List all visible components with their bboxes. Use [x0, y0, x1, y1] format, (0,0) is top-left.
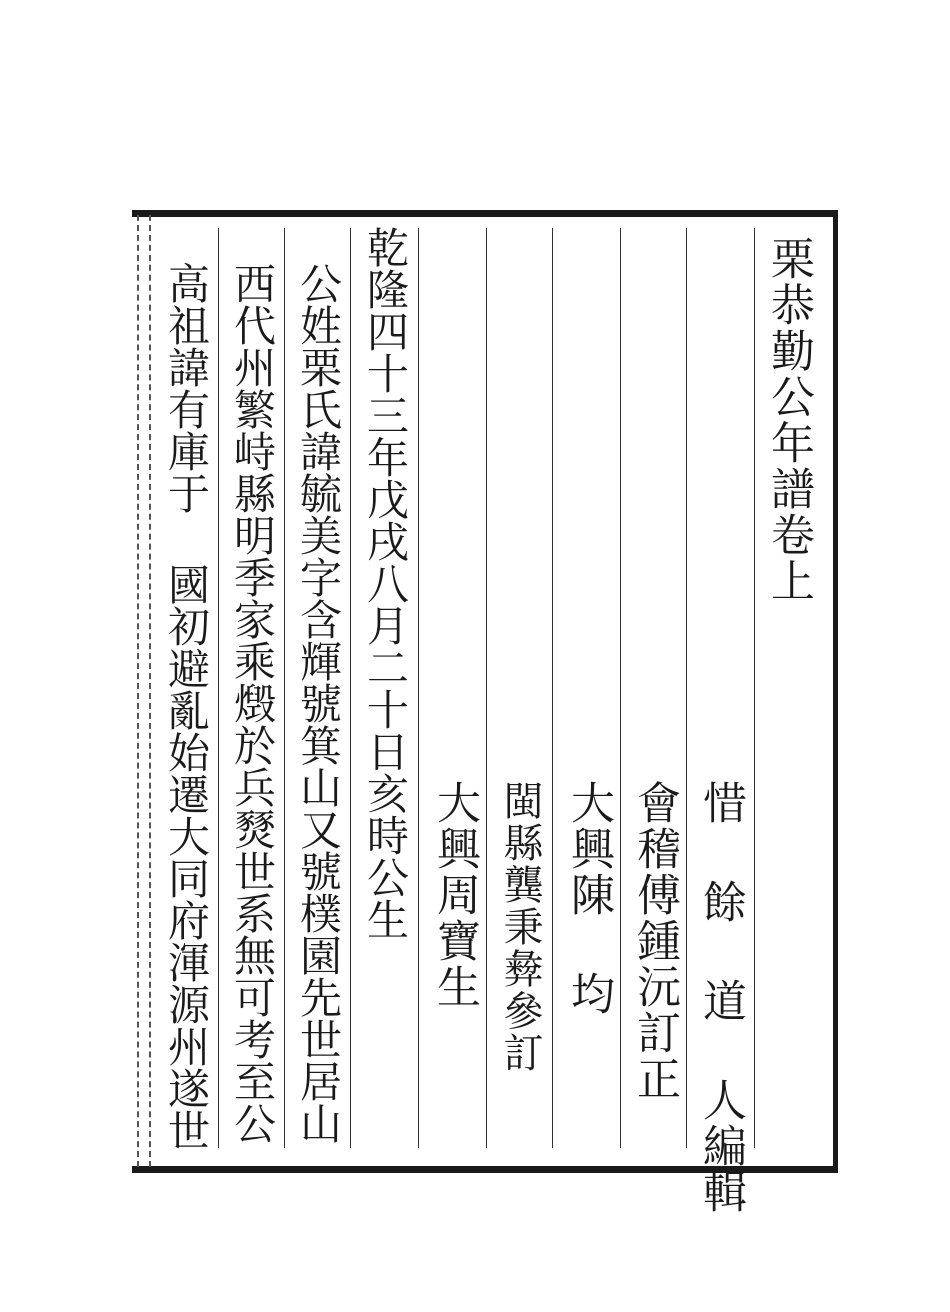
credit-compiler: 惜 餘 道 人編輯	[695, 780, 746, 1215]
column-rule	[620, 228, 621, 1148]
credit-collator-1: 大興陳 均	[563, 780, 614, 1017]
body-column-3: 高祖諱有庫于 國初避亂始遷大同府渾源州遂世	[162, 262, 211, 1151]
credit-collator-2: 閩縣龔秉彜參訂	[497, 780, 543, 1074]
column-rule	[350, 228, 351, 1148]
page-spine-strip	[137, 215, 151, 1167]
credit-corrector: 會稽傅鍾沅訂正	[629, 780, 680, 1102]
column-rule	[686, 228, 687, 1148]
date-line: 乾隆四十三年戊戌八月二十日亥時公生	[361, 226, 410, 940]
column-rule	[552, 228, 553, 1148]
column-rule	[754, 228, 755, 1148]
body-column-2: 西代州繁峙縣明季家乘燬於兵燹世系無可考至公	[228, 262, 277, 1144]
page-title: 栗恭勤公年譜卷上	[763, 236, 814, 604]
column-rule	[418, 228, 419, 1148]
body-column-1: 公姓栗氏諱毓美字含輝號箕山又號樸園先世居山	[294, 262, 343, 1144]
credit-collator-3: 大興周寶生	[429, 780, 480, 1010]
column-rule	[486, 228, 487, 1148]
column-rule	[218, 228, 219, 1148]
column-rule	[284, 228, 285, 1148]
